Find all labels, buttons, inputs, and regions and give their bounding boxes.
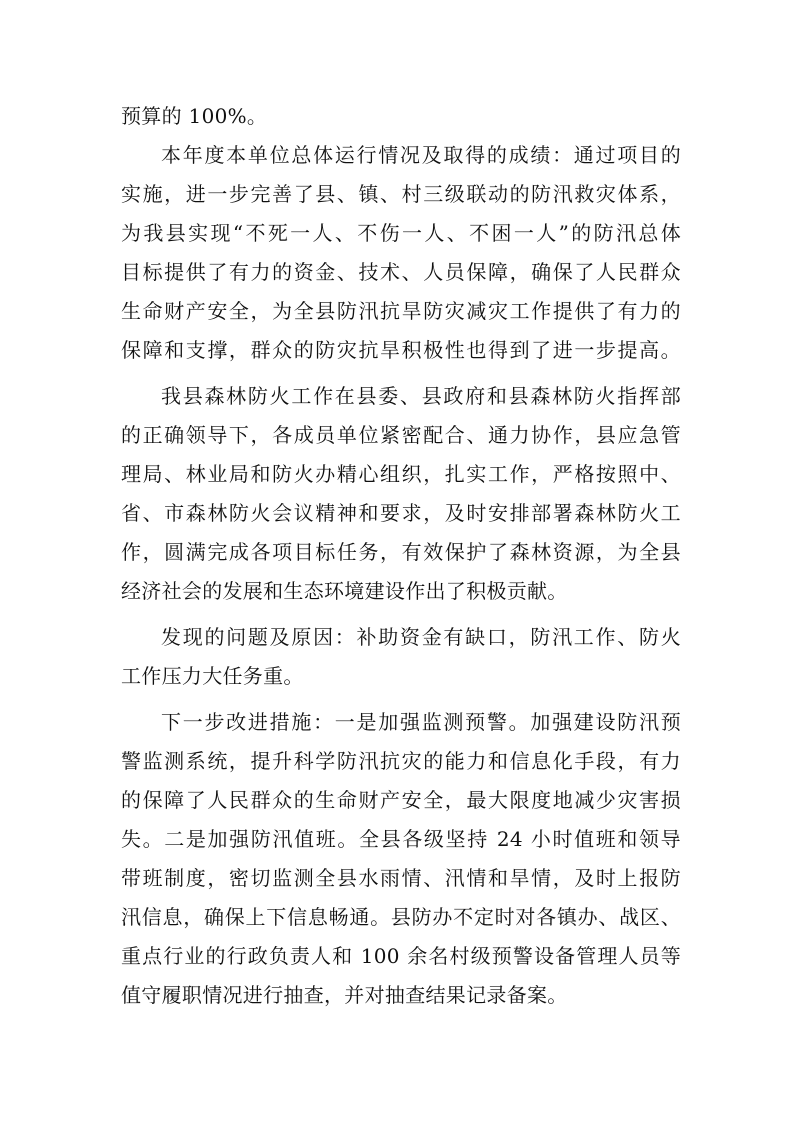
paragraph-line: 我县森林防火工作在县委、县政府和县森林防火指挥部 [161, 384, 681, 408]
paragraph-line: 实施，进一步完善了县、镇、村三级联动的防汛救灾体系， [121, 182, 681, 206]
paragraph-line: 保障和支撑，群众的防灾抗旱积极性也得到了进一步提高。 [121, 338, 681, 362]
paragraph-line: 的保障了人民群众的生命财产安全，最大限度地减少灾害损 [121, 788, 681, 812]
body-text [121, 97, 681, 1015]
paragraph-line: 下一步改进措施：一是加强监测预警。加强建设防汛预 [161, 710, 681, 734]
paragraph-line: 汛信息，确保上下信息畅通。县防办不定时对各镇办、战区、 [121, 905, 681, 929]
paragraph-line: 的正确领导下，各成员单位紧密配合、通力协作，县应急管 [121, 423, 681, 447]
paragraph-line: 作，圆满完成各项目标任务，有效保护了森林资源，为全县 [121, 540, 681, 564]
paragraph-line: 目标提供了有力的资金、技术、人员保障，确保了人民群众 [121, 260, 681, 284]
paragraph-line: 工作压力大任务重。 [121, 664, 304, 688]
paragraph-line: 重点行业的行政负责人和 100 余名村级预警设备管理人员等 [121, 944, 681, 968]
paragraph-line: 生命财产安全，为全县防汛抗旱防灾减灾工作提供了有力的 [121, 299, 681, 323]
paragraph-line: 警监测系统，提升科学防汛抗灾的能力和信息化手段，有力 [121, 749, 681, 773]
paragraph-line: 值守履职情况进行抽查，并对抽查结果记录备案。 [121, 983, 568, 1007]
paragraph-line: 省、市森林防火会议精神和要求，及时安排部署森林防火工 [121, 501, 681, 525]
paragraph-line: 带班制度，密切监测全县水雨情、汛情和旱情，及时上报防 [121, 866, 681, 890]
paragraph-line: 经济社会的发展和生态环境建设作出了积极贡献。 [121, 579, 568, 603]
paragraph-line: 失。二是加强防汛值班。全县各级坚持 24 小时值班和领导 [121, 827, 681, 851]
paragraph-line: 为我县实现“不死一人、不伤一人、不困一人”的防汛总体 [121, 221, 681, 245]
paragraph-line: 本年度本单位总体运行情况及取得的成绩：通过项目的 [161, 143, 681, 167]
paragraph-line: 发现的问题及原因：补助资金有缺口，防汛工作、防火 [161, 625, 681, 649]
paragraph-line: 理局、林业局和防火办精心组织，扎实工作，严格按照中、 [121, 462, 681, 486]
paragraph-line: 预算的 100%。 [121, 104, 268, 128]
